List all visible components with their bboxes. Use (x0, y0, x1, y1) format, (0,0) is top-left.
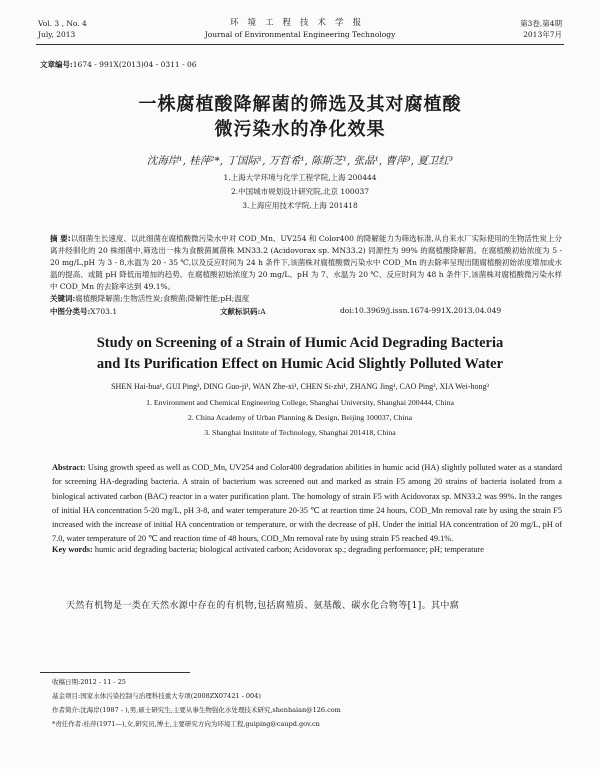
running-header-right (520, 18, 562, 40)
abstract-en-label: Abstract: (52, 463, 86, 472)
abstract-cn-label: 摘 要: (50, 234, 71, 243)
journal-title-en: Journal of Environmental Engineering Technology (204, 30, 396, 39)
running-header-center (0, 18, 600, 40)
clc-label: 中图分类号: (50, 307, 91, 316)
article-number (40, 59, 197, 70)
header-rule (36, 44, 564, 45)
abstract-cn (50, 233, 562, 293)
footnote-received: 收稿日期:2012 - 11 - 25 (52, 678, 126, 686)
footnote-rule (40, 672, 190, 673)
clc-value: X703.1 (90, 307, 118, 316)
footnote-author-bio: 作者简介:沈海岸(1987 - ),男,硕士研究生,主要从事生物强化水处理技术研究,shenhaian@126.com (52, 706, 341, 714)
issue-date-en: July, 2013 (38, 30, 76, 39)
doc-code-value: A (260, 307, 266, 316)
doc-code-label: 文献标识码: (220, 307, 261, 316)
affiliation-en-2: 2. China Academy of Urban Planning & Design, Beijing 100037, China (187, 413, 413, 422)
affiliation-cn-2: 2.中国城市规划设计研究院,北京 100037 (230, 187, 370, 196)
title-cn (0, 92, 600, 142)
authors-cn: 沈海岸¹, 桂萍²*, 丁国际¹, 万哲希¹, 陈斯芝¹, 张晶¹, 曹萍³, 夏卫红³ (146, 155, 454, 167)
keywords-en-text: humic acid degrading bacteria; biological activated carbon; Acidovorax sp.; degrading performance; pH; temperature (94, 545, 484, 554)
title-cn-line1: 一株腐植酸降解菌的筛选及其对腐植酸 (138, 94, 462, 115)
keywords-cn-label: 关键词: (50, 294, 76, 303)
footnote-funding: 基金项目:国家水体污染控制与治理科技重大专项(2008ZX07421 - 004) (52, 692, 261, 700)
affiliation-en-3: 3. Shanghai Institute of Technology, Shanghai 201418, China (204, 428, 396, 437)
keywords-cn (50, 293, 562, 304)
authors-en: SHEN Hai-hua¹, GUI Ping², DING Guo-ji¹, WAN Zhe-xi¹, CHEN Si-zhi¹, ZHANG Jing¹, CAO Ping³, XIA Wei-hong³ (111, 382, 489, 391)
title-en (0, 333, 600, 375)
abstract-en-text: Using growth speed as well as COD_Mn, UV254 and Color400 degradation abilities in humic acid (HA) slightly polluted water as a standard for screening HA-degrading bacteria. A strain of bacterium was screened out and marked as strain F5 among 20 strains of bacteria isolated from a biological activated carbon (BAC) reactor in a water purification plant. The homology of strain F5 with Acidovorax sp. MN33.2 was 99%. In the ranges of initial HA concentration 5-20 mg/L, pH 3-8, and water temperature 20-35 ℃ at reaction time 24 hours, COD_Mn removal rate by using the strain F5 increased with the increase of initial HA concentration or temperature, or with the decrease of pH. Under the initial HA concentration of 20 mg/L, pH of 7.0, water temperature of 20 ℃ and reaction time of 48 hours, COD_Mn removal rate by using strain F5 reached 49.1%. (52, 463, 562, 544)
doi-value: 10.3969/j.issn.1674-991X.2013.04.049 (354, 306, 502, 315)
title-en-line2: and Its Purification Effect on Humic Acid Slightly Polluted Water (96, 356, 504, 372)
abstract-cn-text: 以细菌生长速度、以此细菌在腐植酸微污染水中对 COD_Mn、UV254 和 Color400 的降解能力为筛选标准,从自来水厂实际使用的生物活性炭上分离并经驯化的 20 株细菌中,筛选出一株为食酸菌属菌株 MN33.2 (Acidovorax sp. MN33.2) 同源性为 99% 的腐植酸降解菌。在腐植酸初始浓度为 5 - 20 mg/L,pH 为 3 - 8,水温为 20 - 35 ℃,以及反应时间为 24 h 条件下,该菌株对腐植酸微污染水中 COD_Mn 的去除率呈现出随腐植酸初始浓度增加或水温的提高、或随 pH 降低而增加的趋势。在腐植酸初始浓度为 20 mg/L、pH 为 7、水温为 20 ℃、反应时间为 48 h 条件下,该菌株对腐植酸微污染水样中 COD_Mn 的去除率达到 49.1%。 (50, 234, 562, 291)
title-en-line1: Study on Screening of a Strain of Humic Acid Degrading Bacteria (96, 335, 504, 351)
classification-row (50, 306, 562, 317)
article-number-label: 文章编号: (40, 60, 73, 69)
volume-number: Vol. 3 , No. 4 (38, 19, 87, 28)
keywords-cn-text: 腐植酸降解菌;生物活性炭;食酸菌;降解性能;pH;温度 (75, 294, 250, 303)
affiliation-cn-1: 1.上海大学环境与化学工程学院,上海 200444 (223, 173, 377, 182)
doi-label: doi: (340, 306, 355, 315)
title-cn-line2: 微污染水的净化效果 (214, 119, 386, 140)
keywords-en-label: Key words: (52, 545, 93, 554)
volume-number-cn: 第3卷,第4期 (520, 19, 562, 28)
keywords-en (52, 543, 562, 557)
journal-title-cn: 环境工程技术学报 (229, 18, 370, 28)
footnote-corresponding-author: *责任作者:桂萍(1971—),女,研究员,博士,主要研究方向为环境工程,guiping@caupd.gov.cn (52, 720, 320, 728)
affiliation-en-1: 1. Environment and Chemical Engineering College, Shanghai University, Shanghai 200444, China (146, 398, 454, 407)
article-number-value: 1674 - 991X(2013)04 - 0311 - 06 (72, 60, 197, 69)
body-text-cn: 天然有机物是一类在天然水源中存在的有机物,包括腐殖质、氨基酸、碳水化合物等[1]。其中腐 (66, 601, 460, 611)
abstract-en (52, 461, 562, 547)
affiliation-cn-3: 3.上海应用技术学院,上海 201418 (242, 201, 358, 210)
issue-date-cn: 2013年7月 (523, 30, 562, 39)
